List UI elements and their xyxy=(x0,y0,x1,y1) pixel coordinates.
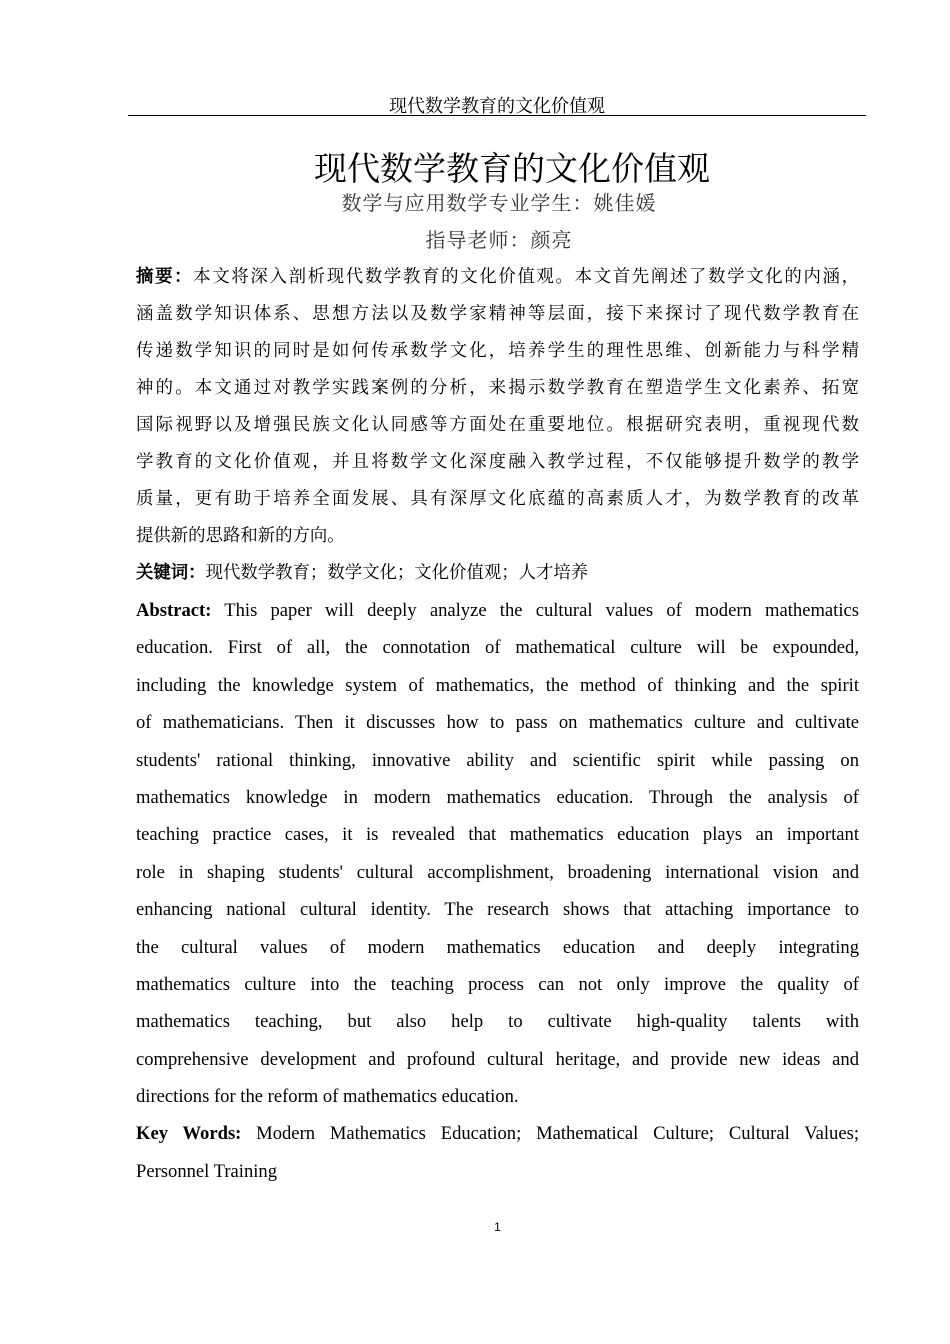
keywords-zh xyxy=(136,555,859,592)
header-rule xyxy=(128,115,866,116)
abstract-line: mathematics culture into the teaching process can not only improve the quality of xyxy=(136,973,859,995)
keywords-text: 现代数学教育；数学文化；文化价值观；人才培养 xyxy=(205,563,589,583)
abstract-line: 本文将深入剖析现代数学教育的文化价值观。本文首先阐述了数学文化的内涵， xyxy=(193,267,859,287)
advisor-line: 指导老师：颜亮 xyxy=(425,228,573,252)
abstract-line: 质量，更有助于培养全面发展、具有深厚文化底蕴的高素质人才，为数学教育的改革 xyxy=(136,489,859,509)
abstract-line: 国际视野以及增强民族文化认同感等方面处在重要地位。根据研究表明，重视现代数 xyxy=(136,415,859,435)
abstract-line: This paper will deeply analyze the cultural values of modern mathematics xyxy=(211,600,859,621)
english-abstract xyxy=(136,592,859,1190)
abstract-line: 传递数学知识的同时是如何传承数学文化，培养学生的理性思维、创新能力与科学精 xyxy=(136,341,859,361)
abstract-line: 提供新的思路和新的方向。 xyxy=(136,526,345,546)
abstract-line: of mathematicians. Then it discusses how to pass on mathematics culture and cultivate xyxy=(136,712,859,734)
abstract-label: 摘要： xyxy=(136,267,194,287)
abstract-line: 学教育的文化价值观，并且将数学文化深度融入教学过程，不仅能够提升数学的教学 xyxy=(136,452,859,472)
abstract-line: the cultural values of modern mathematics education and deeply integrating xyxy=(136,936,859,958)
keywords-en-text: Modern Mathematics Education; Mathematical Culture; Cultural Values; xyxy=(241,1123,859,1145)
running-header: 现代数学教育的文化价值观 xyxy=(389,96,605,117)
abstract-line: mathematics teaching, but also help to cultivate high-quality talents with xyxy=(136,1011,859,1033)
abstract-line: students' rational thinking, innovative ability and scientific spirit while passing on xyxy=(136,749,859,771)
abstract-line: 涵盖数学知识体系、思想方法以及数学家精神等层面，接下来探讨了现代数学教育在 xyxy=(136,304,859,324)
abstract-en-label: Abstract: xyxy=(136,600,212,621)
paper-title: 现代数学教育的文化价值观 xyxy=(314,149,710,188)
keywords-en-label: Key Words: xyxy=(136,1123,242,1145)
abstract-line: mathematics knowledge in modern mathematics education. Through the analysis of xyxy=(136,786,859,808)
abstract-line: enhancing national cultural identity. The research shows that attaching importance to xyxy=(136,899,859,921)
abstract-line: role in shaping students' cultural accomplishment, broadening international vision and xyxy=(136,861,859,883)
abstract-line: comprehensive development and profound cultural heritage, and provide new ideas and xyxy=(136,1048,859,1070)
abstract-line: including the knowledge system of mathematics, the method of thinking and the spirit xyxy=(136,674,859,696)
abstract-line: 神的。本文通过对教学实践案例的分析，来揭示数学教育在塑造学生文化素养、拓宽 xyxy=(136,378,859,398)
author-line: 数学与应用数学专业学生：姚佳媛 xyxy=(341,191,657,215)
page-number: 1 xyxy=(494,1220,501,1234)
keywords-label: 关键词： xyxy=(136,563,206,583)
chinese-abstract xyxy=(136,259,859,592)
abstract-line: directions for the reform of mathematics education. xyxy=(136,1086,519,1108)
abstract-line: teaching practice cases, it is revealed that mathematics education plays an important xyxy=(136,824,859,846)
keywords-en-text-cont: Personnel Training xyxy=(136,1160,278,1182)
abstract-line: education. First of all, the connotation of mathematical culture will be expounded, xyxy=(136,637,859,659)
